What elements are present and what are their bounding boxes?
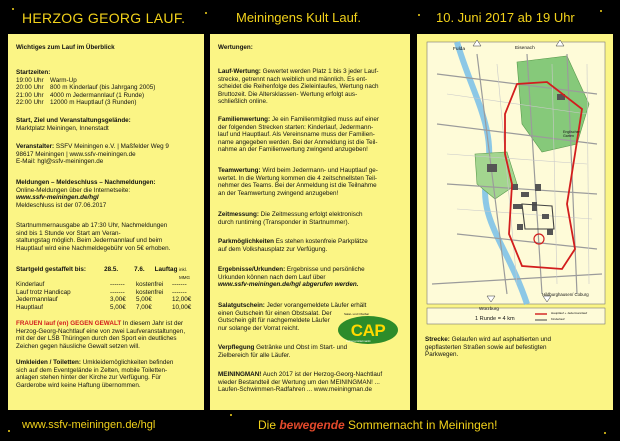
footer bbox=[0, 410, 620, 441]
map-label-round: 1 Runde = 4 km bbox=[475, 316, 515, 322]
women-against-violence: FRAUEN lauf (en) GEGEN GEWALT In diesem Jahr ist der Herzog-Georg-Nachtlauf eine von zwei Laufveranstaltungen, mit der der LSB Thüringen durch den Sport ein deutliches Zeichen gegen häusliche Gewalt setzen will. bbox=[16, 320, 186, 350]
map-label-park: Englischer Garten bbox=[563, 130, 580, 138]
scoring-section: Lauf-Wertung: Gewertet werden Platz 1 bis 3 jeder Lauf- strecke, getrennt nach weiblich und männlich. Es ent- scheidet die Reihenfolge des Zieleinlaufes, Wertung nach Bruttozeit. Die Altersklassen- Wertung erfolgt aus- schließlich online. bbox=[218, 68, 379, 106]
fees-table bbox=[16, 266, 198, 312]
start-times bbox=[16, 69, 198, 107]
registration-link[interactable]: www.ssfv-meiningen.de/hgl bbox=[16, 194, 99, 202]
fee-row: Jedermannlauf 3,00€ 5,00€ 12,00€ bbox=[16, 296, 192, 304]
scoring-heading: Wertungen: bbox=[218, 44, 253, 51]
event-title: HERZOG GEORG LAUF. bbox=[22, 10, 186, 26]
team-scoring: Teamwertung: Wird beim Jedermann- und Hauptlauf ge- wertet. In die Wertung kommen die 4 zeitschnellsten Teil- nehmer des Teams. Bei der Anmeldung ist die Teilnahme an der Teamwertung zwingend anzugeben! bbox=[218, 167, 378, 197]
meiningman: MEININGMAN! Auch 2017 ist der Herzog-Georg-Nachtlauf wieder Bestandteil der Wertung um den MEININGMAN! ... Laufen-Schwimmen-Radfahren ... www.meiningman.de bbox=[218, 371, 383, 394]
fee-row: Lauf trotz Handicap ------- kostenfrei ------- bbox=[16, 288, 187, 296]
start-time-row: 20:00 Uhr 800 m Kinderlauf (bis Jahrgang 2005) bbox=[16, 84, 156, 92]
star-decoration bbox=[600, 10, 602, 12]
fee-row: Kinderlauf ------- kostenfrei ------- bbox=[16, 281, 187, 289]
overview-heading: Wichtiges zum Lauf im Überblick bbox=[16, 44, 115, 51]
parking: Parkmöglichkeiten Es stehen kostenfreie Parkplätze auf dem Volkshausplatz zur Verfügung. bbox=[218, 238, 368, 253]
star-decoration bbox=[230, 414, 232, 416]
map-label-wuerzburg: Würzburg bbox=[479, 306, 499, 311]
changing-rooms: Umkleiden / Toiletten: Umkleidemöglichkeiten befinden sich auf dem Eventgelände in Zelten, mobile Toiletten- anlagen stehen hinter der Kirche zur Verfügung. Für Garderobe wird keine Haftung übernommen. bbox=[16, 359, 174, 389]
star-decoration bbox=[418, 14, 420, 16]
family-scoring: Familienwertung: Je ein Familienmitglied muss auf einer der folgenden Strecken starten: Kinderlauf, Jedermann- lauf und Hauptlauf. Als Vereinsname muss der Familien- name angegeben werden. Bei der Anmeldung ist die Teil- nahme an der Familienwertung zwingend anzugeben! bbox=[218, 116, 379, 154]
venue: Start, Ziel und Veranstaltungsgelände: Marktplatz Meiningen, Innenstadt bbox=[16, 117, 131, 132]
cap-logo: CAP Salat- und Obstbar Lebensmittelmarkt bbox=[338, 312, 398, 346]
legend-kids-race: Kinderlauf bbox=[551, 317, 565, 321]
event-date: 10. Juni 2017 ab 19 Uhr bbox=[436, 10, 575, 25]
star-decoration bbox=[604, 432, 606, 434]
fee-row: Hauptlauf 5,00€ 7,00€ 10,00€ bbox=[16, 303, 192, 311]
start-time-row: 21:00 Uhr 4000 m Jedermannlauf (1 Runde) bbox=[16, 91, 145, 99]
star-decoration bbox=[8, 430, 10, 432]
registration: Meldungen – Meldeschluss – Nachmeldungen: Online-Meldungen über die Internetseite: www.ssfv-meiningen.de/hgl Meldeschluss ist der 07.06.2017 bbox=[16, 179, 198, 209]
fees-header: Startgeld gestaffelt bis: 28.5. 7.6. Lauftag inkl. MMG bbox=[16, 266, 191, 280]
info-panel-middle bbox=[210, 34, 410, 410]
info-panel-left bbox=[8, 34, 204, 410]
route-map-panel bbox=[417, 34, 613, 410]
footer-slogan: Die bewegende Sommernacht in Meiningen! bbox=[258, 418, 498, 432]
organizer: Veranstalter: SSFV Meiningen e.V. | Maßfelder Weg 9 98617 Meiningen | www.ssfv-meiningen.de E-Mail: hgl@ssfv-meiningen.de bbox=[16, 143, 169, 166]
start-time-row: 22:00 Uhr 12000 m Hauptlauf (3 Runden) bbox=[16, 99, 137, 107]
catering: Verpflegung Getränke und Obst im Start- und Zielbereich für alle Läufer. bbox=[218, 344, 348, 359]
event-subtitle: Meiningens Kult Lauf. bbox=[236, 10, 362, 25]
results: Ergebnisse/Urkunden: Ergebnisse und persönliche Urkunden können nach dem Lauf über www.ssfv-meiningen.de/hgl abgerufen werden. bbox=[218, 266, 365, 289]
start-time-row: 19:00 Uhr Warm-Up bbox=[16, 76, 77, 84]
header bbox=[0, 0, 620, 34]
bib-pickup: Startnummernausgabe ab 17:30 Uhr, Nachmeldungen sind bis 1 Stunde vor Start am Veran- staltungstag möglich. Beim Jedermannlauf und beim Hauptlauf wird eine Nachmeldegebühr von 5€ erhoben. bbox=[16, 222, 171, 252]
start-times-heading: Startzeiten: bbox=[16, 69, 51, 76]
footer-url[interactable]: www.ssfv-meiningen.de/hgl bbox=[22, 419, 156, 431]
star-decoration bbox=[12, 8, 14, 10]
legend-main-race: Hauptlauf + Jedermannlauf bbox=[551, 311, 588, 315]
map-label-fulda: Fulda bbox=[453, 47, 465, 52]
salad-voucher: Salatgutschein: Jeder vorangemeldete Läufer erhält einen Gutschein für einen Obstsalat. Der Gutschein gilt für nachgemeldete Läufer nur solange der Vorrat reicht. bbox=[218, 302, 367, 332]
map-label-hildburghausen: Hildburghausen/ Coburg bbox=[542, 292, 589, 297]
star-decoration bbox=[205, 12, 207, 14]
timing: Zeitmessung: Die Zeitmessung erfolgt elektronisch durch runtiming (Transponder in Startnummer). bbox=[218, 211, 363, 226]
map-label-eisenach: Eisenach bbox=[515, 46, 535, 51]
course-description: Strecke: Gelaufen wird auf asphaltierten und gepflasterten Straßen sowie auf befestigten Parkwegen. bbox=[425, 336, 552, 359]
